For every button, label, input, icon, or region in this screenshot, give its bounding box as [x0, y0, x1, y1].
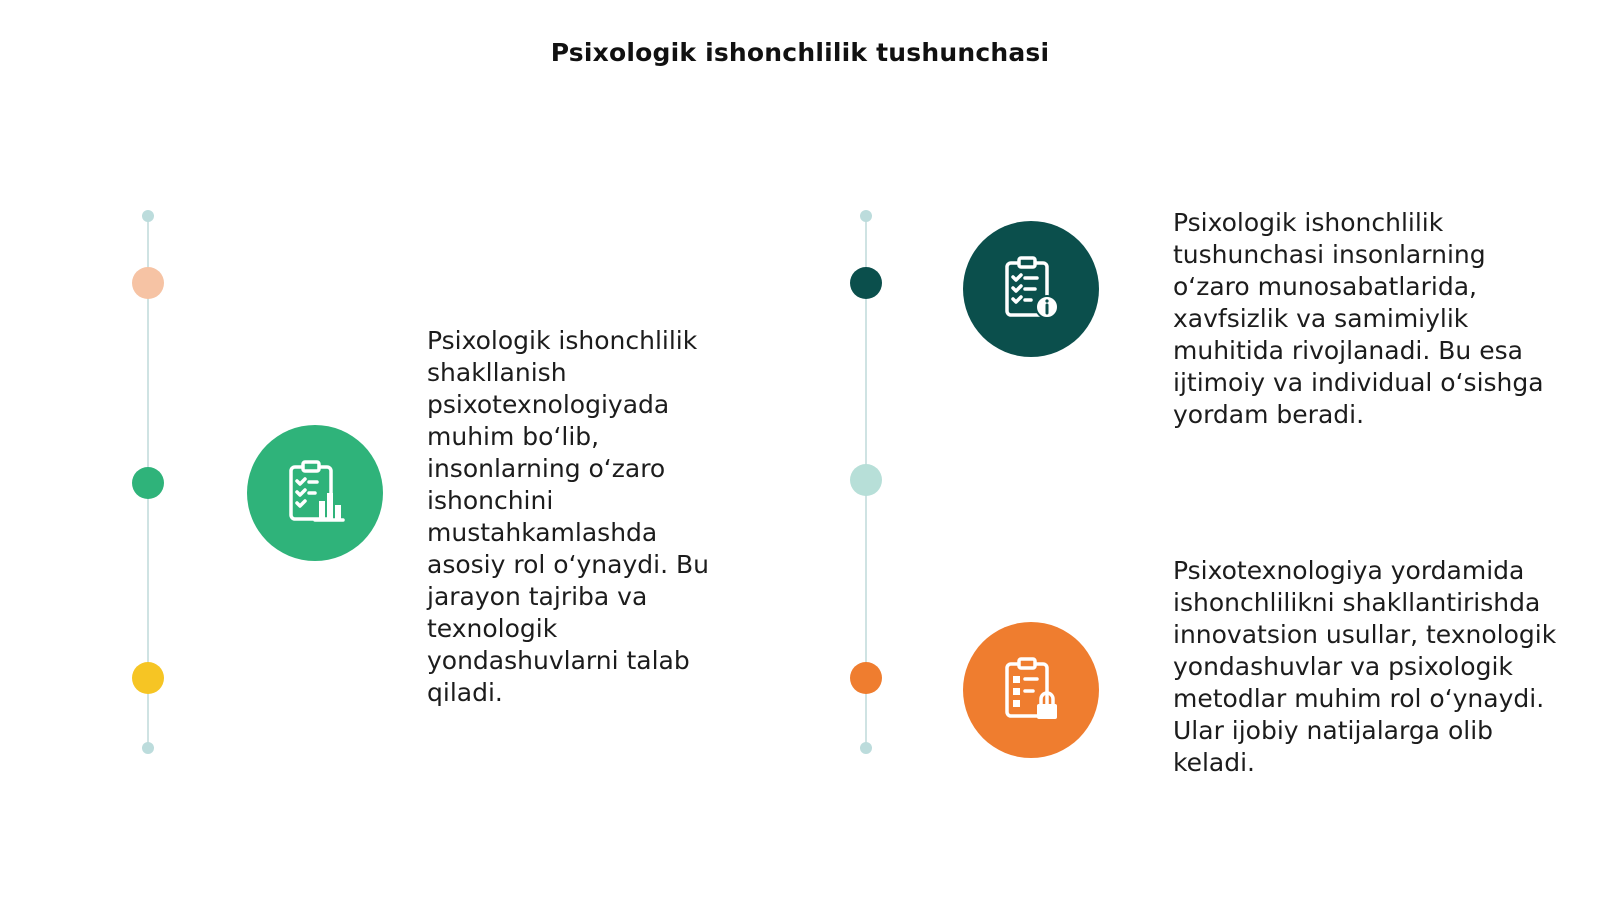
left-timeline [118, 210, 178, 760]
timeline-dot-green [132, 467, 164, 499]
timeline-dot-orange [850, 662, 882, 694]
clipboard-chart-icon [247, 425, 383, 561]
page-title: Psixologik ishonchlilik tushunchasi [550, 38, 1050, 67]
timeline-dot-dark-teal [850, 267, 882, 299]
left-block-text: Psixologik ishonchlilik shakllanish psixotexnologiyada muhim bo‘lib, insonlarning o‘zaro ishonchini mustahkamlashda asosiy rol o‘ynaydi. Bu jarayon tajriba va texnologik yondashuvlarni talab qiladi. [427, 326, 709, 707]
right-bottom-block-text: Psixotexnologiya yordamida ishonchlilikni shakllantirishda innovatsion usullar, texnologik yondashuvlar va psixologik metodlar muhim rol o‘ynaydi. Ular ijobiy natijalarga olib keladi. [1173, 556, 1557, 777]
right-timeline [836, 210, 896, 760]
timeline-dot-yellow [132, 662, 164, 694]
timeline-start-dot [860, 210, 872, 222]
clipboard-info-icon [963, 221, 1099, 357]
clipboard-lock-icon [963, 622, 1099, 758]
timeline-dot-light-teal [850, 464, 882, 496]
timeline-start-dot [142, 210, 154, 222]
timeline-end-dot [142, 742, 154, 754]
right-top-block-text: Psixologik ishonchlilik tushunchasi insonlarning o‘zaro munosabatlarida, xavfsizlik va samimiylik muhitida rivojlanadi. Bu esa ijtimoiy va individual o‘sishga yordam beradi. [1173, 208, 1544, 429]
timeline-dot-peach [132, 267, 164, 299]
timeline-end-dot [860, 742, 872, 754]
